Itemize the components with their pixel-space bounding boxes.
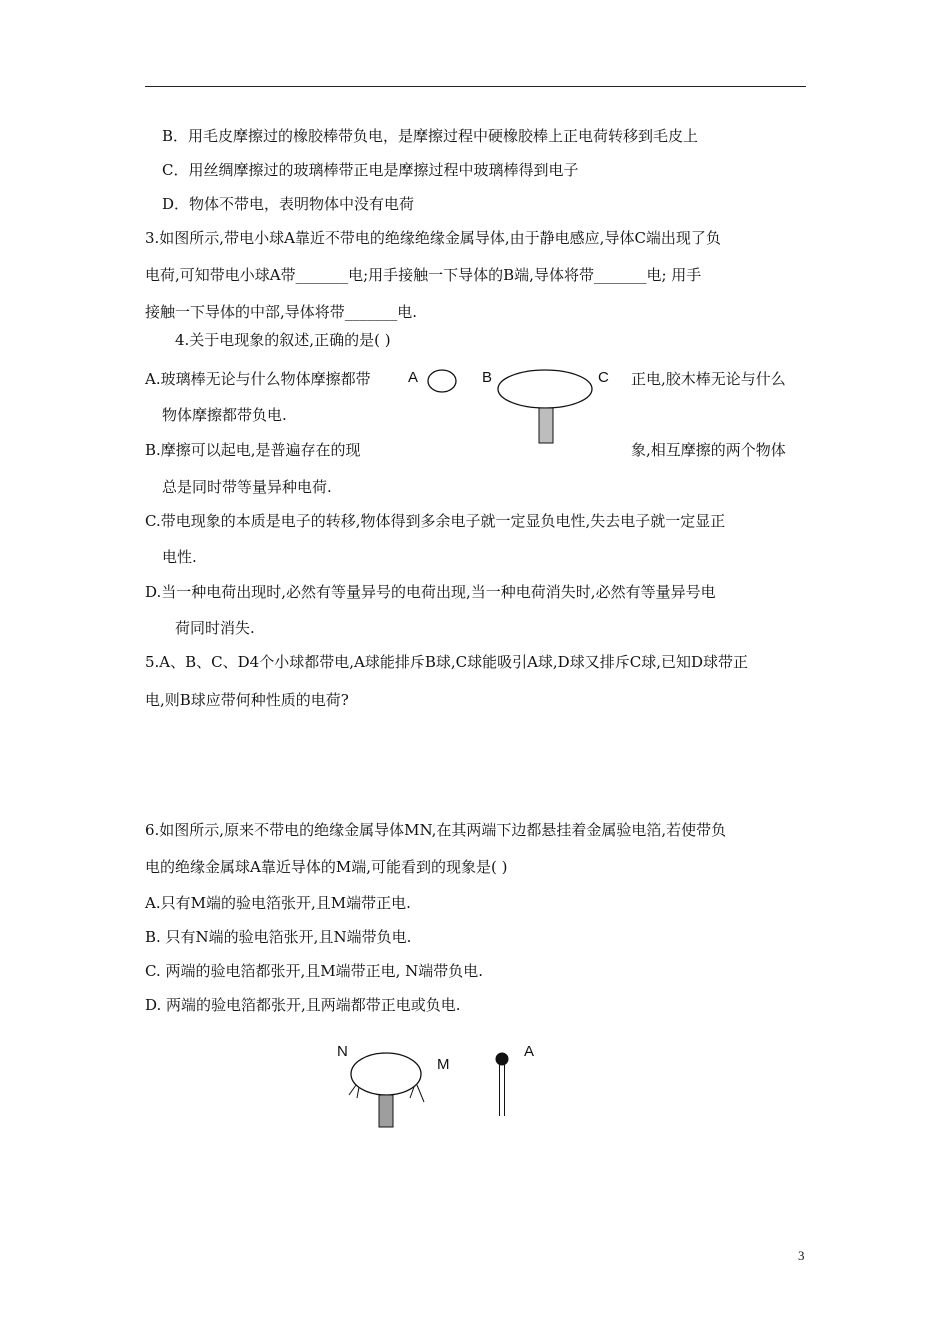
q6-option-b: B. 只有N端的验电箔张开,且N端带负电. xyxy=(145,928,412,946)
conductor-mn-body xyxy=(351,1053,421,1095)
figure-label-a2: A xyxy=(524,1043,535,1060)
q3-line-2: 电荷,可知带电小球A带_______电;用手接触一下导体的B端,导体将带_______电; 用手 xyxy=(145,266,702,284)
q4-option-b-right: 象,相互摩擦的两个物体 xyxy=(631,441,786,459)
figure-ball-conductor-drawing xyxy=(405,360,615,450)
q4-option-c-2: 电性. xyxy=(162,548,197,566)
q6-line-2: 电的绝缘金属球A靠近导体的M端,可能看到的现象是( ) xyxy=(145,858,508,876)
q2-option-d: D．物体不带电，表明物体中没有电荷 xyxy=(162,195,415,213)
figure-electroscope-conductor xyxy=(330,1040,550,1135)
q2-option-b: B．用毛皮摩擦过的橡胶棒带负电，是摩擦过程中硬橡胶棒上正电荷转移到毛皮上 xyxy=(162,127,699,145)
q3-line-1: 3.如图所示,带电小球A靠近不带电的绝缘绝缘金属导体,由于静电感应,导体C端出现了负 xyxy=(145,229,721,247)
insulating-stand xyxy=(539,408,553,443)
figure-label-m: M xyxy=(437,1056,450,1073)
q4-option-b-cont: 总是同时带等量异种电荷. xyxy=(162,478,332,496)
q4-option-d-2: 荷同时消失. xyxy=(175,619,255,637)
foil-m-right xyxy=(417,1085,424,1102)
charged-ball-a xyxy=(428,370,456,392)
figure-label-n: N xyxy=(337,1043,348,1060)
q6-line-1: 6.如图所示,原来不带电的绝缘金属导体MN,在其两端下边都悬挂着金属验电箔,若使带负 xyxy=(145,821,727,839)
q4-option-a-cont: 物体摩擦都带负电. xyxy=(162,406,287,424)
q6-option-c: C. 两端的验电箔都张开,且M端带正电, N端带负电. xyxy=(145,962,484,980)
figure-electroscope-drawing xyxy=(330,1040,550,1135)
q4-option-b-left: B.摩擦可以起电,是普遍存在的现 xyxy=(145,441,361,459)
q4-stem: 4.关于电现象的叙述,正确的是( ) xyxy=(175,331,391,349)
figure-label-b: B xyxy=(482,369,493,386)
q6-option-a: A.只有M端的验电箔张开,且M端带正电. xyxy=(145,894,411,912)
conductor-body xyxy=(498,370,592,408)
q4-option-a-right: 正电,胶木棒无论与什么 xyxy=(631,370,786,388)
q5-line-1: 5.A、B、C、D4个小球都带电,A球能排斥B球,C球能吸引A球,D球又排斥C球,已知D球带正 xyxy=(145,653,748,671)
figure-label-c: C xyxy=(598,369,609,386)
q5-line-2: 电,则B球应带何种性质的电荷? xyxy=(145,691,349,709)
q4-option-c-1: C.带电现象的本质是电子的转移,物体得到多余电子就一定显负电性,失去电子就一定显正 xyxy=(145,512,726,530)
figure-ball-conductor xyxy=(405,360,615,450)
header-rule xyxy=(145,86,806,87)
foil-n-left xyxy=(349,1085,356,1095)
q6-option-d: D. 两端的验电箔都张开,且两端都带正电或负电. xyxy=(145,996,461,1014)
q4-option-a-left: A.玻璃棒无论与什么物体摩擦都带 xyxy=(145,370,371,388)
conductor-stand xyxy=(379,1095,393,1127)
q2-option-c: C．用丝绸摩擦过的玻璃棒带正电是摩擦过程中玻璃棒得到电子 xyxy=(162,161,579,179)
foil-n-right xyxy=(357,1087,359,1098)
figure-label-a: A xyxy=(408,369,419,386)
q3-line-3: 接触一下导体的中部,导体将带_______电. xyxy=(145,303,418,321)
metal-ball-a xyxy=(496,1053,509,1066)
page-number: 3 xyxy=(798,1248,805,1263)
q4-option-d-1: D.当一种电荷出现时,必然有等量异号的电荷出现,当一种电荷消失时,必然有等量异号电 xyxy=(145,583,716,601)
